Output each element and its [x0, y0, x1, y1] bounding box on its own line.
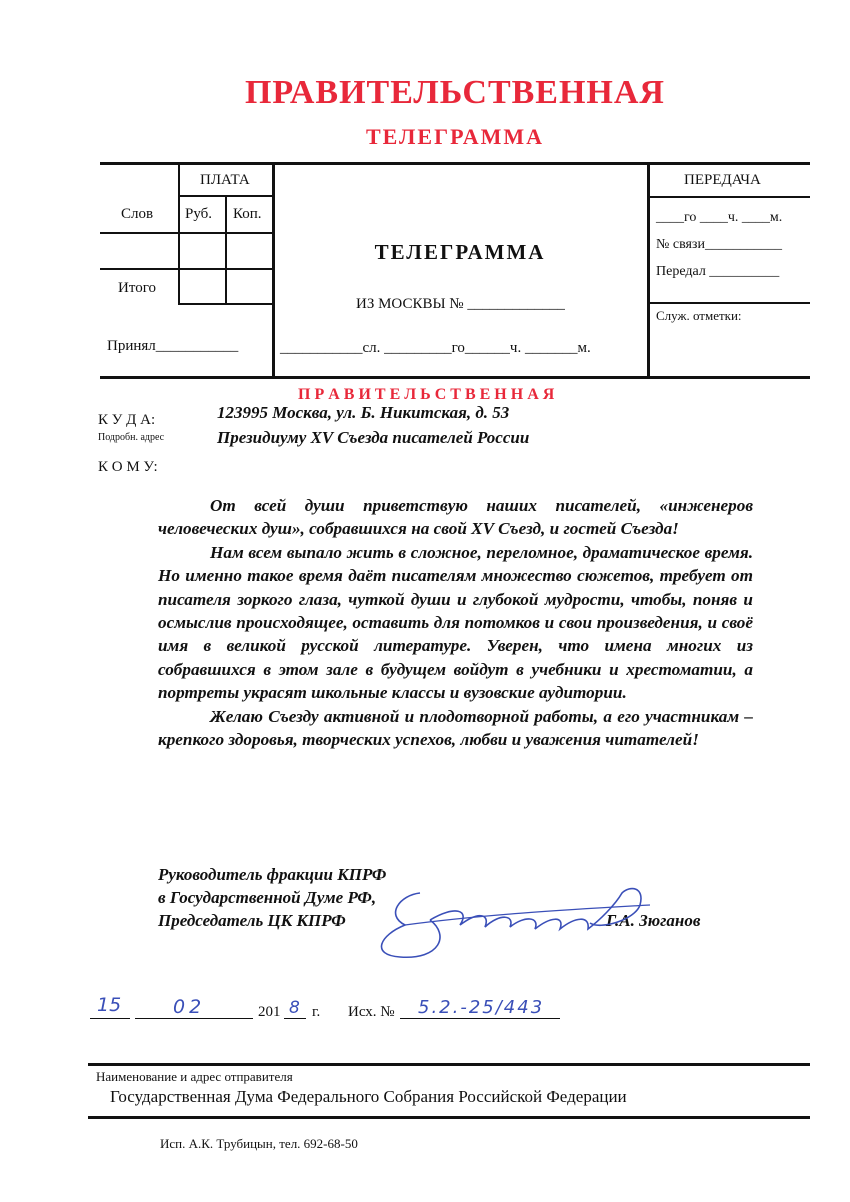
itogo-label: Итого: [118, 280, 156, 296]
kop-label: Коп.: [233, 206, 262, 222]
address-line: 123995 Москва, ул. Б. Никитская, д. 53: [217, 403, 510, 422]
date-year-suffix: г.: [312, 1004, 321, 1020]
telegram-center-title: ТЕЛЕГРАММА: [374, 240, 546, 264]
signer-position-2: в Государственной Думе РФ,: [158, 888, 377, 907]
prinyal-label: Принял___________: [107, 338, 239, 354]
message-paragraph: Нам всем выпало жить в сложное, переломное, драматическое время. Но именно такое время даёт писателям множество сюжетов, требует от писателя зоркого глаза, чуткой души и глубокой мудрости, чтобы, поняв и осмыслив происходящее, оставить для потомков и свои произведения, и своё имя в великой русской литературе. Уверен, что имена многих из собравшихся в этом зале в будущем войдут в учебники и хрестоматии, а портреты украсят школьные классы и вузовские аудитории.: [158, 542, 753, 703]
message-paragraph: Желаю Съезду активной и плодотворной работы, а его участникам – крепкого здоровья, творческих успехов, любви и уважения читателей!: [158, 706, 753, 750]
telegram-subtitle: ТЕЛЕГРАММА: [365, 124, 545, 149]
slov-label: Слов: [121, 206, 154, 222]
date-year-digit: 8: [289, 998, 300, 1018]
outgoing-number: 5.2.-25/443: [418, 997, 545, 1018]
komu-label: К О М У:: [98, 459, 158, 475]
sender-label: Наименование и адрес отправителя: [96, 1069, 293, 1084]
date-day: 15: [97, 994, 122, 1016]
plata-label: ПЛАТА: [200, 172, 250, 188]
svyazi-field: № связи___________: [656, 237, 782, 252]
message-paragraph: От всей души приветствую наших писателей, «инженеров человеческих душ», собравшихся на свой XV Съезд, и гостей Съезда!: [158, 496, 753, 539]
recipient-line: Президиуму XV Съезда писателей России: [217, 428, 530, 447]
message-body: [158, 494, 753, 751]
peredal-field: Передал __________: [656, 264, 780, 279]
executor-info: Исп. А.К. Трубицын, тел. 692-68-50: [160, 1136, 358, 1151]
podrob-label: Подробн. адрес: [98, 432, 165, 443]
peredacha-label: ПЕРЕДАЧА: [684, 172, 761, 188]
government-stamp: П Р А В И Т Е Л Ь С Т В Е Н Н А Я: [298, 386, 555, 403]
sl-time-field: ___________сл. _________го______ч. _______м.: [280, 340, 591, 356]
outgoing-number-label: Исх. №: [348, 1004, 395, 1020]
transfer-time-field: ____го ____ч. ____м.: [656, 210, 783, 225]
date-year-prefix: 201: [258, 1004, 281, 1020]
signer-position-3: Председатель ЦК КПРФ: [158, 911, 346, 930]
kuda-label: К У Д А:: [98, 412, 156, 428]
telegram-type-title: ПРАВИТЕЛЬСТВЕННАЯ: [244, 74, 665, 111]
signer-name: Г.А. Зюганов: [606, 911, 701, 930]
rub-label: Руб.: [185, 206, 213, 222]
iz-moskvy-field: ИЗ МОСКВЫ № _____________: [356, 296, 565, 312]
sluzh-label: Служ. отметки:: [656, 308, 742, 323]
handwritten-signature: [360, 875, 660, 965]
sender-name: Государственная Дума Федерального Собрания Российской Федерации: [110, 1087, 627, 1106]
signer-position-1: Руководитель фракции КПРФ: [158, 865, 387, 884]
date-month: 02: [173, 996, 206, 1018]
